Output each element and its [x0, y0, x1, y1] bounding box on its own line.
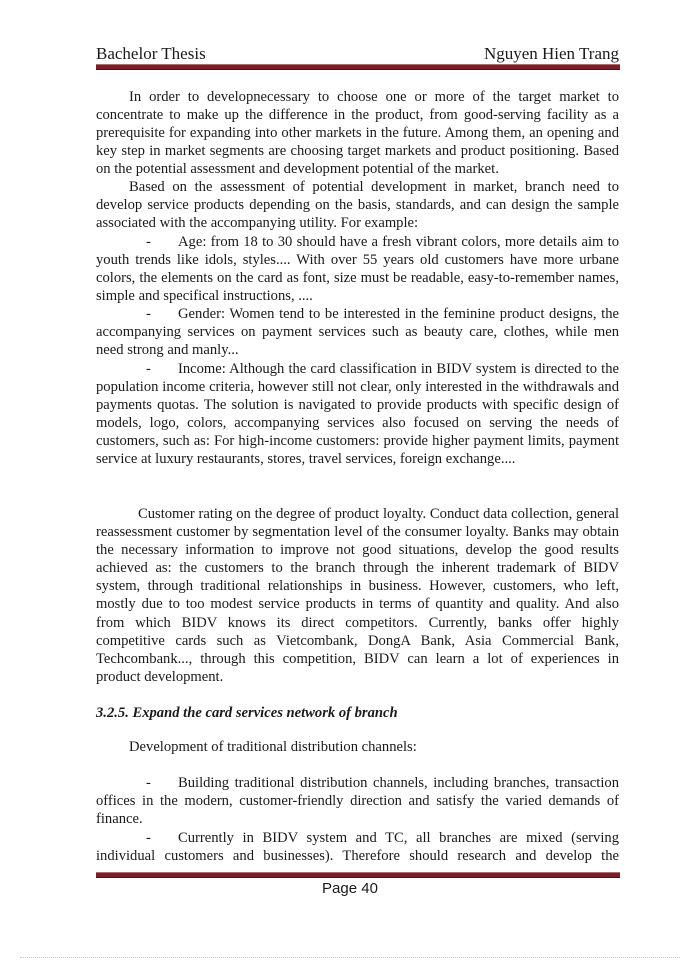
page-number: Page 40 [322, 880, 378, 897]
bullet-text: Building traditional distribution channels, including branches, transaction offices in the modern, customer-friendly direction and satisfy the varied demands of finance. [96, 775, 619, 828]
paragraph-loyalty: Customer rating on the degree of product loyalty. Conduct data collection, general reassessment customer by segmentation level of the consumer loyalty. Banks may obtain the necessary information to improve not good situations, develop the good results achieved as: the customers to the branch through the inherent trademark of BIDV system, through traditional relationships in business. However, customers, who left, mostly due to too modest service products in terms of quantity and quality. And also from which BIDV knows its direct competitors. Currently, banks offer highly competitive cards such as Vietcombank, DongA Bank, Asia Commercial Bank, Techcombank..., through this competition, BIDV can learn a lot of experiences in product development. [96, 506, 619, 685]
header-rule [96, 64, 620, 70]
section-heading: 3.2.5. Expand the card services network of branch [96, 705, 398, 721]
header-author: Nguyen Hien Trang [483, 44, 619, 63]
bullet-text: Currently in BIDV system and TC, all branches are mixed (serving individual customers and businesses). Therefore should research and develop the [96, 830, 619, 865]
bullet-dash: - [146, 234, 151, 250]
footer-rule [96, 872, 620, 878]
bullet-income [96, 360, 619, 469]
bullet-dash: - [146, 306, 151, 322]
paragraph-distribution: Development of traditional distribution channels: [129, 739, 417, 755]
bullet-dash: - [146, 775, 151, 791]
bullet-building [96, 774, 619, 828]
paragraph-assessment: Based on the assessment of potential development in market, branch need to develop service products depending on the basis, standards, and can design the sample associated with the accompanying utility. For example: [96, 179, 619, 232]
bullet-text: Income: Although the card classification in BIDV system is directed to the population income criteria, however still not clear, only interested in the withdrawals and payments quotas. The solution is navigated to provide products with specific design of models, logo, colors, accompanying services also focused on serving the needs of customers, such as: For high-income customers: provide higher payment limits, payment service at luxury restaurants, stores, travel services, foreign exchange.... [96, 361, 619, 468]
bullet-dash: - [146, 830, 151, 846]
paragraph-target-market: In order to developnecessary to choose one or more of the target market to concentrate to make up the difference in the product, from good-serving facility as a prerequisite for expanding into other markets in the future. Among them, an opening and key step in market segments are choosing target markets and product positioning. Based on the potential assessment and development potential of the market. [96, 89, 619, 178]
bullet-text: Gender: Women tend to be interested in the feminine product designs, the accompanying services on payment services such as beauty care, clothes, while men need strong and manly... [96, 306, 619, 359]
bullet-dash: - [146, 361, 151, 377]
bullet-text: Age: from 18 to 30 should have a fresh vibrant colors, more details aim to youth trends like idols, styles.... With over 55 years old customers have more urbane colors, the elements on the card as font, size must be readable, easy-to-remember names, simple and specifical instructions, .... [96, 234, 619, 305]
header-title: Bachelor Thesis [96, 44, 206, 63]
bullet-age [96, 233, 619, 305]
bullet-gender [96, 305, 619, 359]
page-edge [20, 957, 680, 958]
bullet-currently [96, 829, 619, 865]
